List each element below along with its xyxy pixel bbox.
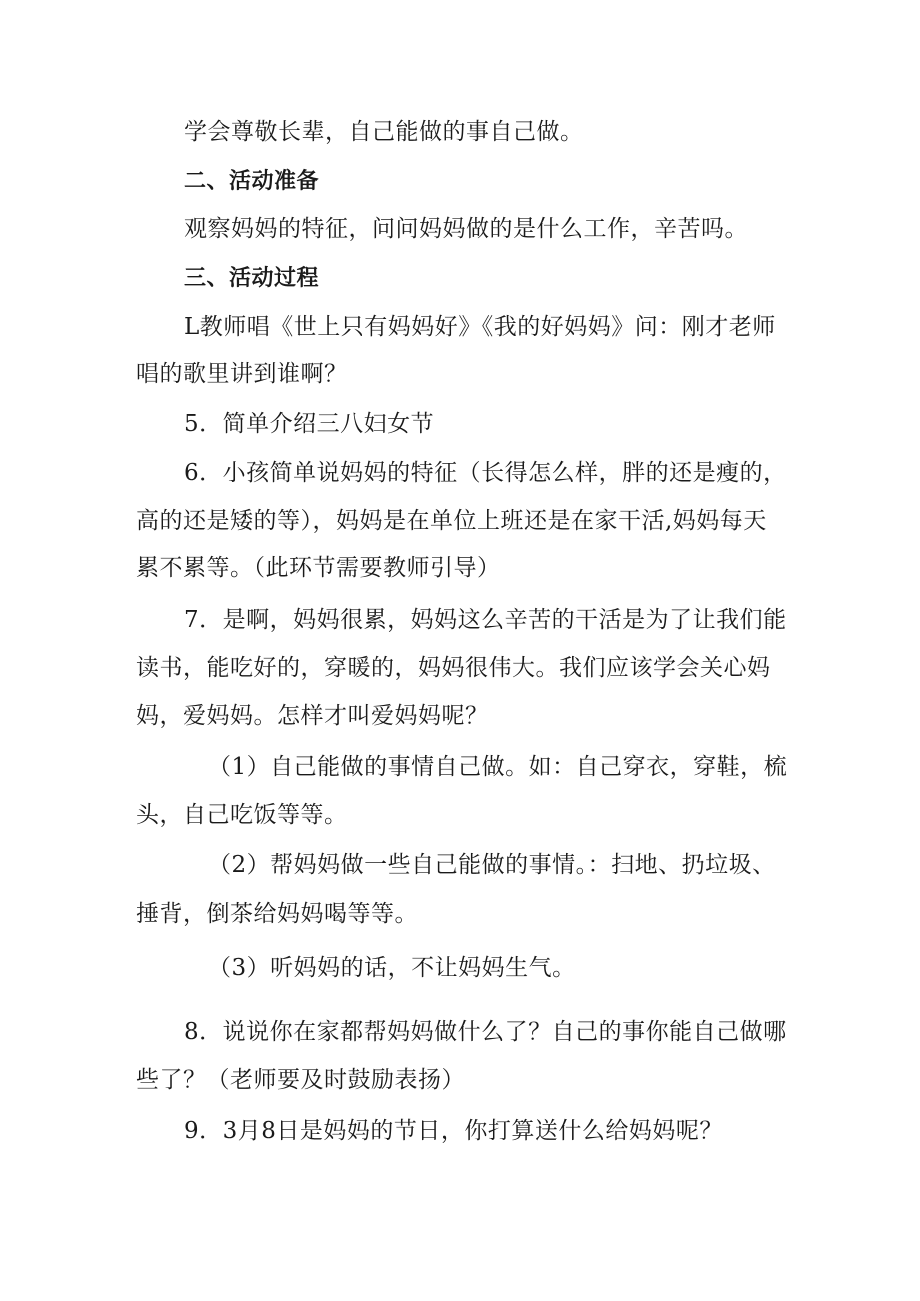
paragraph-line-item-9: 9．3月8日是妈妈的节日，你打算送什么给妈妈呢？ bbox=[184, 1118, 723, 1144]
paragraph-line-sub-1a: （1）自己能做的事情自己做。如：自己穿衣，穿鞋，梳 bbox=[208, 754, 788, 780]
paragraph-line-item-6b: 高的还是矮的等），妈妈是在单位上班还是在家干活,妈妈每天 bbox=[136, 508, 767, 534]
paragraph-line-item-7c: 妈，爱妈妈。怎样才叫爱妈妈呢？ bbox=[136, 703, 489, 729]
paragraph-line-item-6a: 6．小孩简单说妈妈的特征（长得怎么样，胖的还是瘦的， bbox=[184, 460, 787, 486]
paragraph-line-preparation: 观察妈妈的特征，问问妈妈做的是什么工作，辛苦吗。 bbox=[184, 216, 748, 242]
paragraph-line-item-1a: L教师唱《世上只有妈妈好》《我的好妈妈》问：刚才老师 bbox=[184, 314, 776, 340]
paragraph-line-item-5: 5．简单介绍三八妇女节 bbox=[184, 411, 435, 437]
paragraph-line-item-7b: 读书，能吃好的，穿暖的，妈妈很伟大。我们应该学会关心妈 bbox=[136, 655, 771, 681]
paragraph-line-sub-2b: 捶背，倒茶给妈妈喝等等。 bbox=[136, 901, 418, 927]
paragraph-line-item-7a: 7．是啊，妈妈很累，妈妈这么辛苦的干活是为了让我们能 bbox=[184, 607, 787, 633]
paragraph-line-item-6c: 累不累等。（此环节需要教师引导） bbox=[136, 555, 501, 581]
paragraph-line-sub-1b: 头，自己吃饭等等。 bbox=[136, 802, 348, 828]
paragraph-line-item-8a: 8．说说你在家都帮妈妈做什么了？自己的事你能自己做哪 bbox=[184, 1019, 787, 1045]
section-heading-process: 三、活动过程 bbox=[184, 266, 320, 291]
paragraph-line-item-8b: 些了？（老师要及时鼓励表扬） bbox=[136, 1067, 465, 1093]
paragraph-line-1: 学会尊敬长辈，自己能做的事自己做。 bbox=[184, 119, 584, 145]
paragraph-line-item-1b: 唱的歌里讲到谁啊？ bbox=[136, 361, 348, 387]
paragraph-line-sub-2a: （2）帮妈妈做一些自己能做的事情。：扫地、扔垃圾、 bbox=[208, 852, 776, 878]
paragraph-line-sub-3: （3）听妈妈的话，不让妈妈生气。 bbox=[208, 955, 576, 981]
section-heading-preparation: 二、活动准备 bbox=[184, 169, 320, 194]
